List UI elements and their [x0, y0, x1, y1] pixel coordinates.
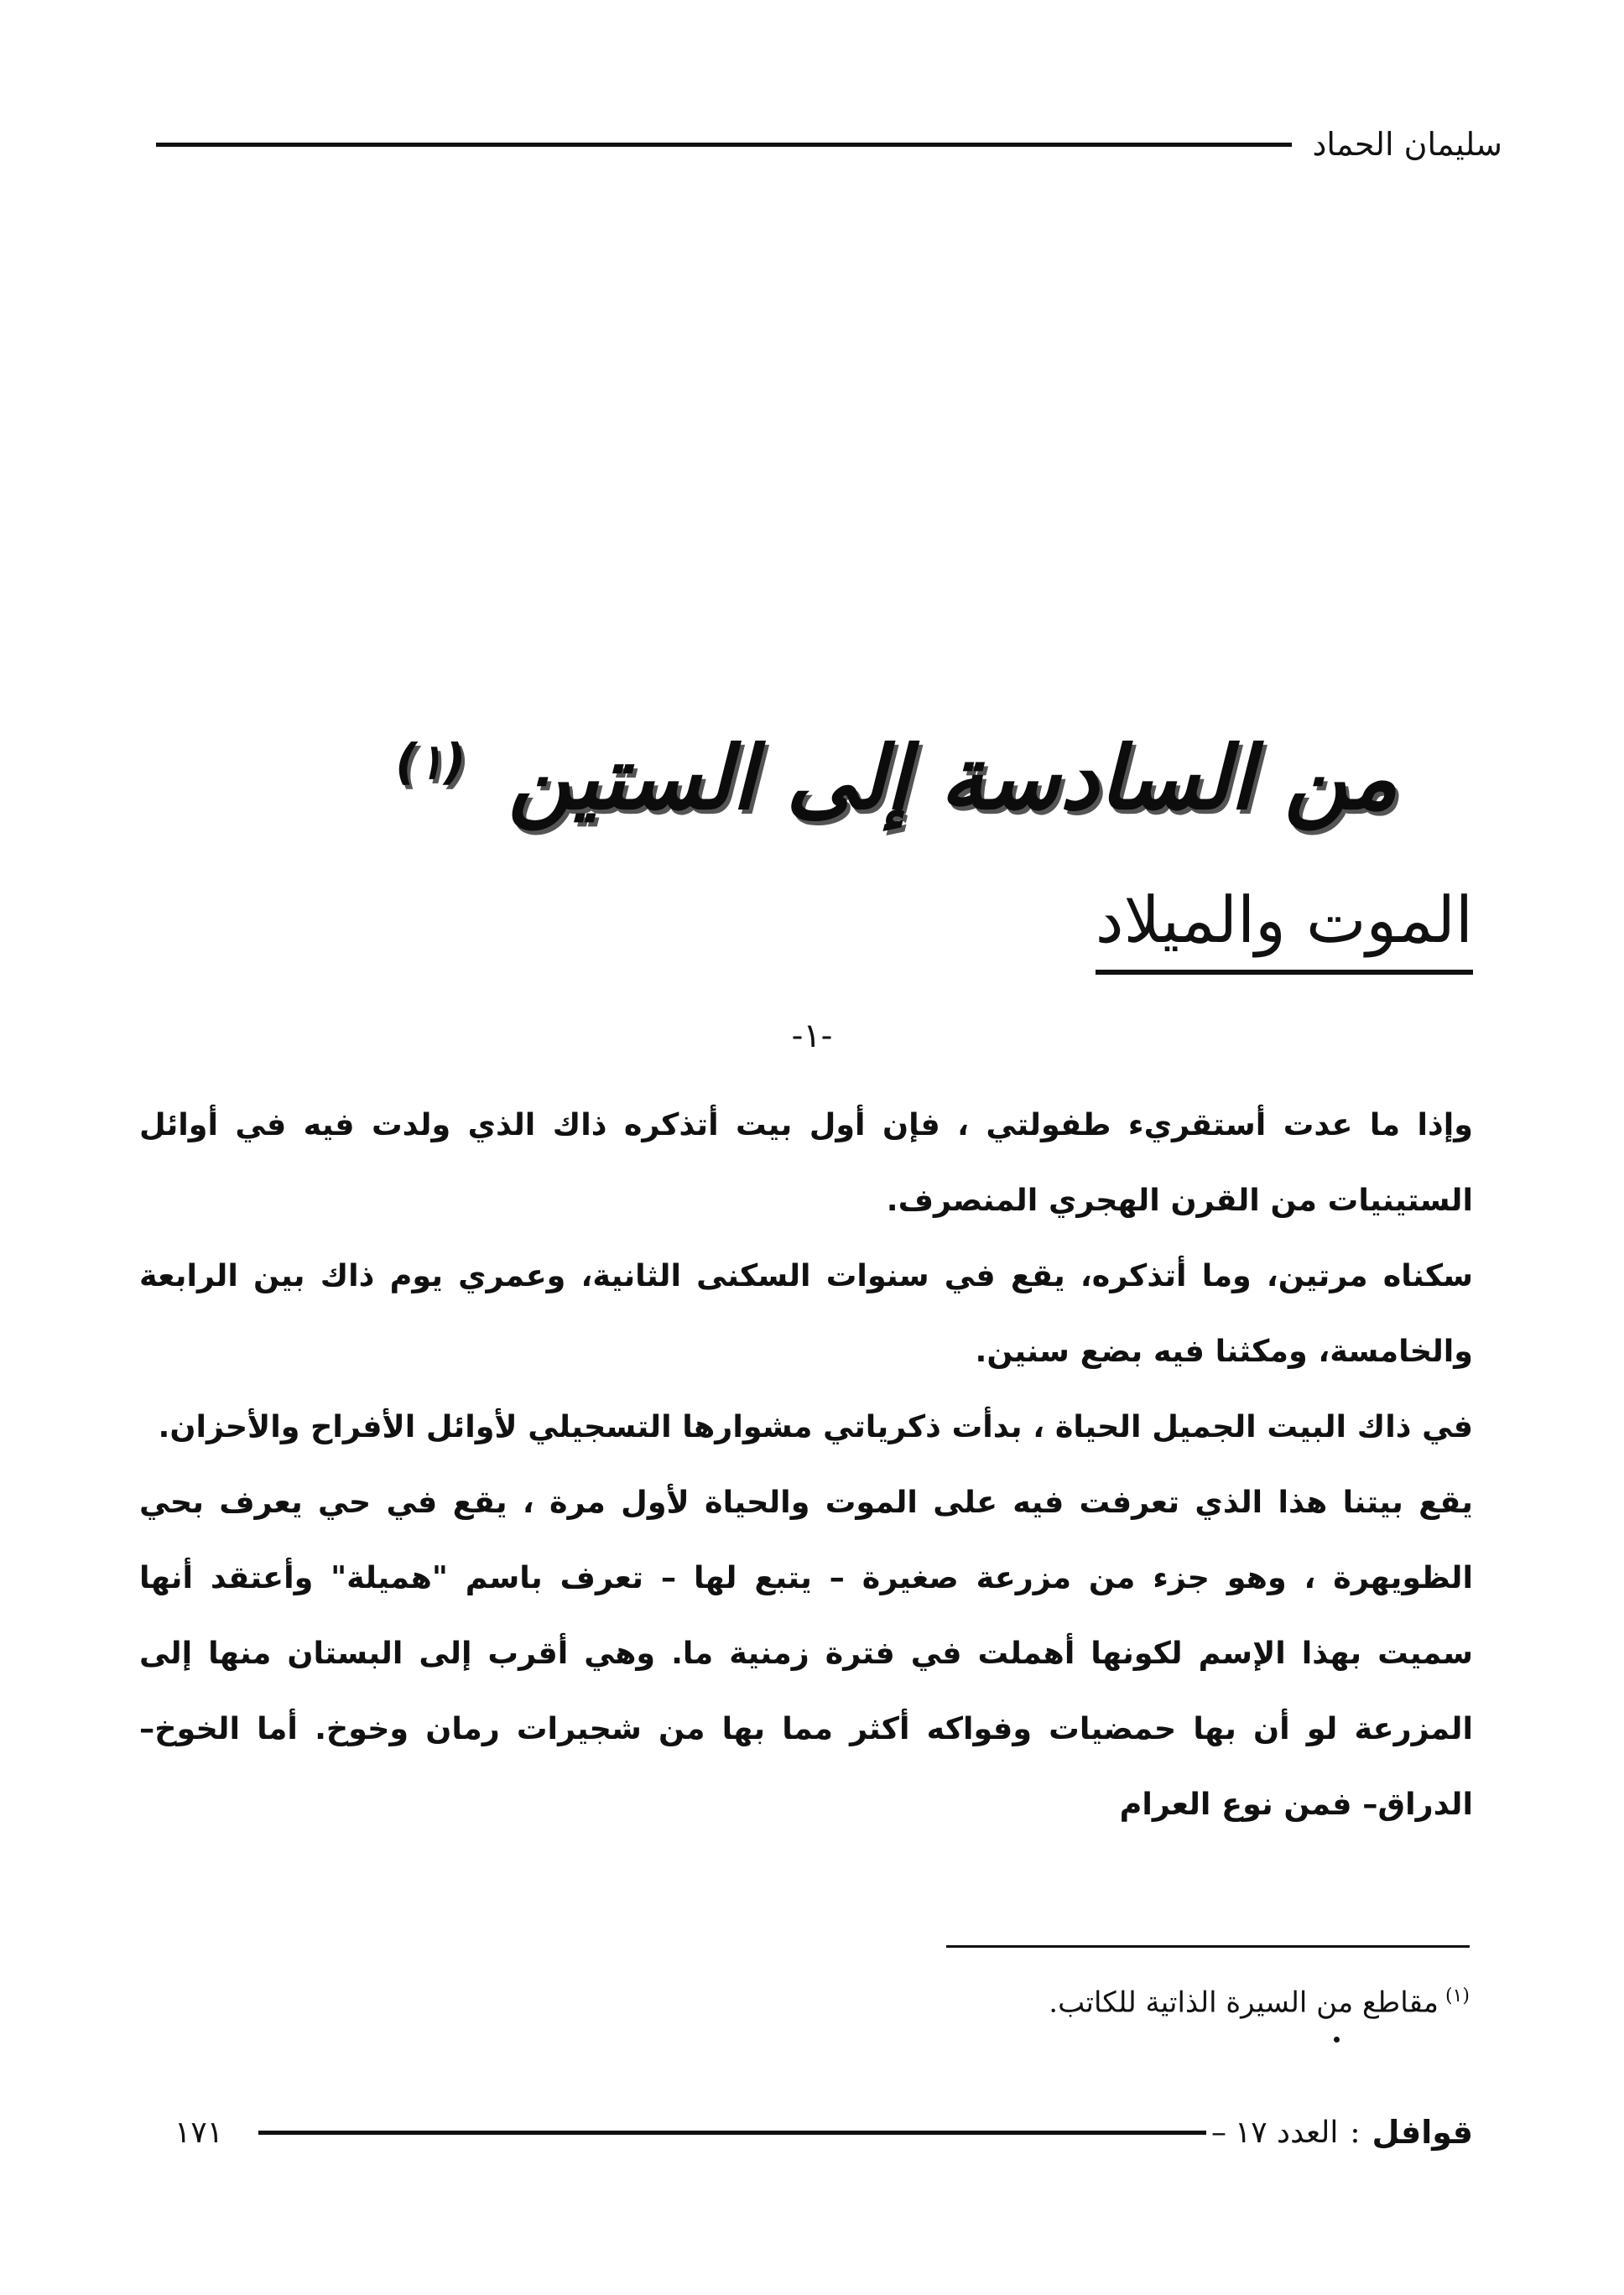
title-footnote-marker: (١) — [395, 733, 466, 790]
section-heading: الموت والميلاد — [1096, 874, 1473, 975]
footnote — [715, 1971, 1470, 2027]
stray-dot — [1334, 2037, 1340, 2043]
header-author: سليمان الحماد — [1312, 126, 1502, 163]
page-footer — [174, 2107, 1473, 2157]
paragraph: وإذا ما عدت أستقريء طفولتي ، فإن أول بيت أتذكره ذاك الذي ولدت فيه في أوائل الستينيات من القرن الهجري المنصرف. — [139, 1106, 1473, 1218]
footer-rule — [258, 2131, 1206, 2135]
footer-separator: : — [1350, 2115, 1361, 2150]
footnote-text: مقاطع من السيرة الذاتية للكاتب. — [1049, 1985, 1439, 2020]
journal-name: قوافل — [1372, 2114, 1473, 2151]
body-text — [139, 1087, 1473, 1842]
paragraph: يقع بيتنا هذا الذي تعرفت فيه على الموت والحياة لأول مرة ، يقع في حي يعرف بحي الظويهرة ، وهو جزء من مزرعة صغيرة – يتبع لها – تعرف باسم "هميلة" وأعتقد أنها سميت بهذا الإسم لكونها أهملت في فترة زمنية ما. وهي أقرب إلى البستان منها إلى المزرعة لو أن بها حمضيات وفواكه أكثر مما بها من شجيرات رمان وخوخ. أما الخوخ– الدراق– فمن نوع العرام — [139, 1484, 1473, 1822]
article-title-text: من السادسة إلى الستين — [508, 726, 1398, 830]
article-title — [223, 703, 1398, 837]
paragraph: في ذاك البيت الجميل الحياة ، بدأت ذكرياتي مشوارها التسجيلي لأوائل الأفراح والأحزان. — [158, 1408, 1473, 1444]
footer-dash: – — [1210, 2115, 1226, 2150]
section-number: -١- — [791, 1017, 833, 1055]
page-number: ١٧١ — [174, 2115, 224, 2150]
header-rule — [156, 143, 1292, 147]
footnote-rule — [946, 1945, 1470, 1948]
footnote-marker: (١) — [1444, 1985, 1470, 2006]
running-header — [156, 119, 1502, 169]
issue-number: العدد ١٧ — [1234, 2115, 1339, 2150]
paragraph: سكناه مرتين، وما أتذكره، يقع في سنوات السكنى الثانية، وعمري يوم ذاك بين الرابعة والخامسة، ومكثنا فيه بضع سنين. — [139, 1257, 1473, 1369]
